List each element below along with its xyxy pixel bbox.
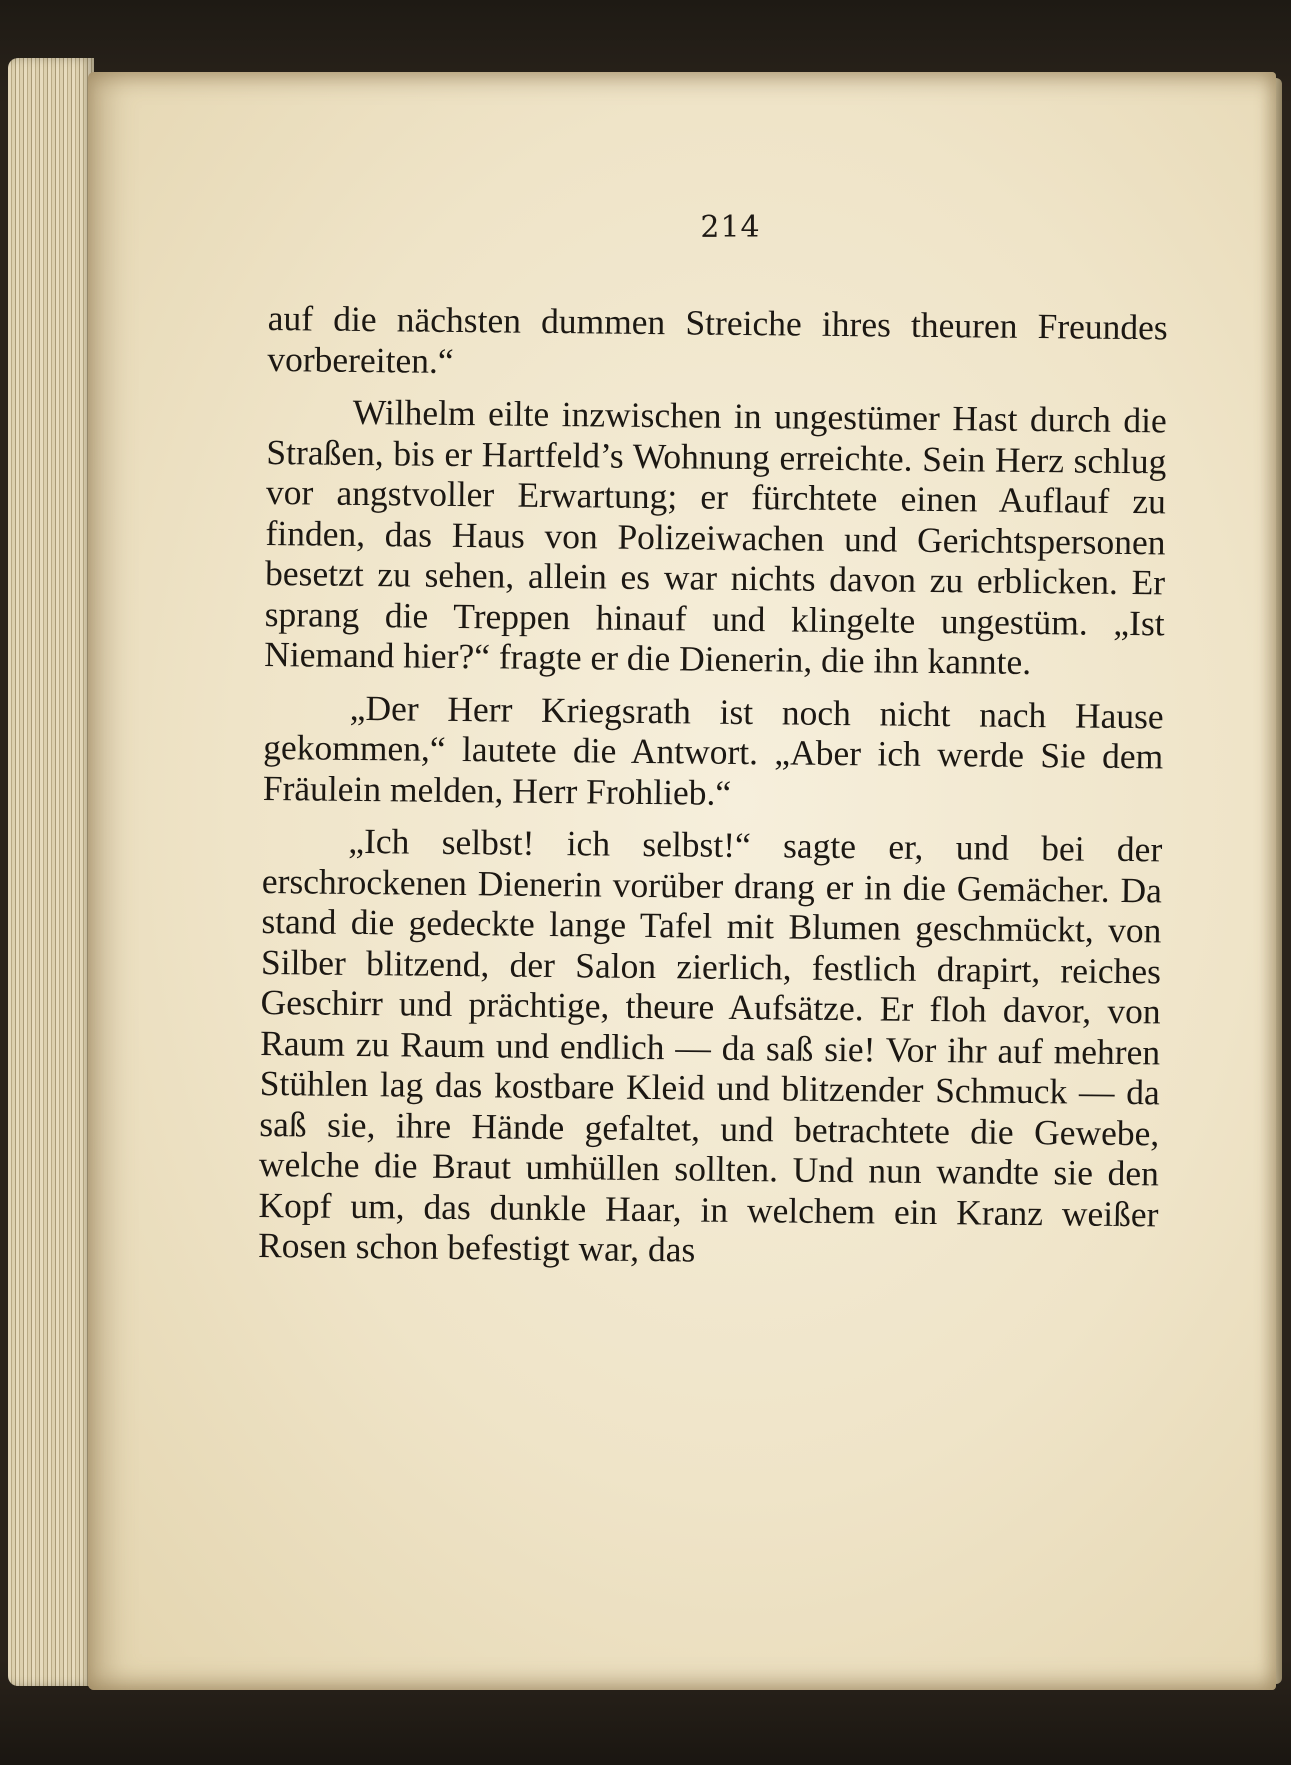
paragraph-1: auf die nächsten dummen Streiche ihres theuren Freundes vorbereiten.“ <box>267 298 1168 381</box>
paragraph-3: „Der Herr Kriegsrath ist noch nicht nach Hause gekommen,“ lautete die Antwort. „Aber ich werde Sie dem Fräulein melden, Herr Frohlieb.“ <box>262 687 1164 813</box>
paragraph-4: „Ich selbst! ich selbst!“ sagte er, und bei der erschrockenen Dienerin vorüber drang er in die Gemächer. Da stand die gedeckte lange Tafel mit Blumen geschmückt, von Silber blitzend, der Salon zierlich, festlich drapirt, reiches Geschirr und prächtige, theure Aufsätze. Er floh davor, von Raum zu Raum und endlich — da saß sie! Vor ihr auf mehren Stühlen lag das kostbare Kleid und blitzender Schmuck — da saß sie, ihre Hände gefaltet, und betrachtete die Gewebe, welche die Braut umhüllen sollten. Und nun wandte sie den Kopf um, das dunkle Haar, in welchem ein Kranz weißer Rosen schon befestigt war, das <box>257 820 1163 1270</box>
paragraph-2: Wilhelm eilte inzwischen in ungestümer Hast durch die Straßen, bis er Hartfeld’s Wohnung erreichte. Sein Herz schlug vor angstvoller Erwartung; er fürchtete einen Auflauf zu finden, das Haus von Polizeiwachen und Gerichtspersonen besetzt zu sehen, allein es war nichts davon zu erblicken. Er sprang die Treppen hinauf und klingelte ungestüm. „Ist Niemand hier?“ fragte er die Dienerin, die ihn kannte. <box>264 391 1167 683</box>
body-text <box>258 298 1168 1275</box>
page-number: 214 <box>700 210 761 245</box>
page-edges <box>8 58 94 1686</box>
